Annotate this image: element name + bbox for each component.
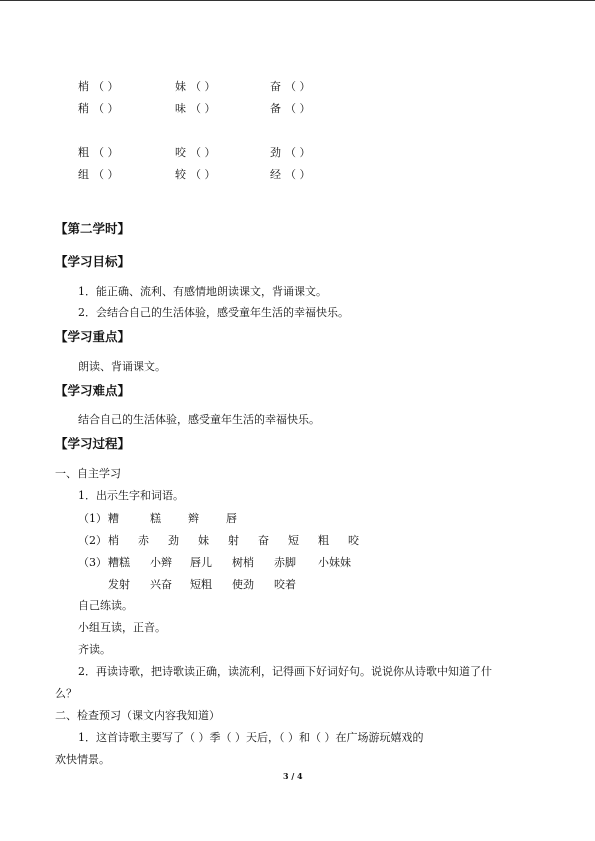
difficulties-text: 结合自己的生活体验，感受童年生活的幸福快乐。 <box>78 413 320 426</box>
vocab-char: 妹 <box>198 534 209 547</box>
grid-cell: 梢 （ ） <box>78 80 119 93</box>
vocab-word: 短粗 <box>190 578 212 591</box>
grid-cell: 备 （ ） <box>270 102 311 115</box>
self-study-item2: 2．再读诗歌，把诗歌读正确，读流利，记得画下好词好句。说说你从诗歌中知道了什 <box>78 665 492 678</box>
row-label: （2） <box>78 534 107 547</box>
answer-blank[interactable]: （ ） <box>285 168 311 181</box>
preview-item1-cont: 欢快情景。 <box>55 753 110 766</box>
key-points-heading: 【学习重点】 <box>55 329 131 344</box>
vocab-word: 咬着 <box>274 578 296 591</box>
grid-cell: 较 （ ） <box>175 168 216 181</box>
top-rule <box>0 0 595 1</box>
objective-item: 2．会结合自己的生活体验，感受童年生活的幸福快乐。 <box>78 306 349 319</box>
vocab-char: 糕 <box>150 512 161 525</box>
difficulties-heading: 【学习难点】 <box>55 383 131 398</box>
vocab-char: 咬 <box>348 534 359 547</box>
self-study-title: 一、自主学习 <box>55 467 121 480</box>
answer-blank[interactable]: （ ） <box>285 80 311 93</box>
preview-title: 二、检查预习（课文内容我知道） <box>55 709 220 722</box>
vocab-char: 粗 <box>318 534 329 547</box>
row-label: （1） <box>78 512 107 525</box>
vocab-char: 糟 <box>108 512 119 525</box>
answer-blank[interactable]: （ ） <box>93 146 119 159</box>
answer-blank[interactable]: （ ） <box>190 168 216 181</box>
answer-blank[interactable]: （ ） <box>190 146 216 159</box>
practice-step: 齐读。 <box>78 643 111 656</box>
grid-cell: 经 （ ） <box>270 168 311 181</box>
preview-item1: 1．这首诗歌主要写了（ ）季（ ）天后，（ ）和（ ）在广场游玩嬉戏的 <box>78 731 424 744</box>
vocab-word: 发射 <box>108 578 130 591</box>
self-study-item2-cont: 么？ <box>55 687 77 700</box>
answer-blank[interactable]: （ ） <box>93 80 119 93</box>
vocab-char: 赤 <box>138 534 149 547</box>
answer-blank[interactable]: （ ） <box>285 102 311 115</box>
grid-cell: 妹 （ ） <box>175 80 216 93</box>
vocab-char: 辫 <box>188 512 199 525</box>
grid-cell: 奋 （ ） <box>270 80 311 93</box>
word-row-4 <box>78 576 378 592</box>
answer-blank[interactable]: （ ） <box>190 80 216 93</box>
vocab-word: 唇儿 <box>190 556 212 569</box>
grid-cell: 稍 （ ） <box>78 102 119 115</box>
objective-item: 1．能正确、流利、有感情地朗读课文，背诵课文。 <box>78 285 327 298</box>
vocab-word: 赤脚 <box>274 556 296 569</box>
row-label: （3） <box>78 556 107 569</box>
answer-blank[interactable]: （ ） <box>190 102 216 115</box>
vocab-char: 梢 <box>108 534 119 547</box>
vocab-word: 使劲 <box>232 578 254 591</box>
grid-cell: 味 （ ） <box>175 102 216 115</box>
grid-cell: 劲 （ ） <box>270 146 311 159</box>
answer-blank[interactable]: （ ） <box>285 146 311 159</box>
objectives-heading: 【学习目标】 <box>55 254 131 269</box>
vocab-word: 树梢 <box>232 556 254 569</box>
practice-step: 自己练读。 <box>78 599 133 612</box>
vocab-char: 唇 <box>226 512 237 525</box>
self-study-item1: 1．出示生字和词语。 <box>78 489 184 502</box>
process-heading: 【学习过程】 <box>55 436 131 451</box>
page-number: 3 / 4 <box>283 771 303 781</box>
grid-cell: 组 （ ） <box>78 168 119 181</box>
answer-blank[interactable]: （ ） <box>93 102 119 115</box>
word-row-3 <box>78 554 398 570</box>
vocab-word: 糟糕 <box>108 556 130 569</box>
vocab-word: 小辫 <box>150 556 172 569</box>
lesson2-heading: 【第二学时】 <box>55 221 131 236</box>
char-row-1 <box>78 510 298 526</box>
vocab-word: 兴奋 <box>150 578 172 591</box>
vocab-char: 劲 <box>168 534 179 547</box>
char-row-2 <box>78 532 378 548</box>
vocab-char: 射 <box>228 534 239 547</box>
grid-cell: 咬 （ ） <box>175 146 216 159</box>
grid-cell: 粗 （ ） <box>78 146 119 159</box>
vocab-char: 奋 <box>258 534 269 547</box>
vocab-word: 小妹妹 <box>318 556 351 569</box>
practice-step: 小组互读，正音。 <box>78 621 166 634</box>
vocab-char: 短 <box>288 534 299 547</box>
answer-blank[interactable]: （ ） <box>93 168 119 181</box>
key-points-text: 朗读、背诵课文。 <box>78 360 166 373</box>
